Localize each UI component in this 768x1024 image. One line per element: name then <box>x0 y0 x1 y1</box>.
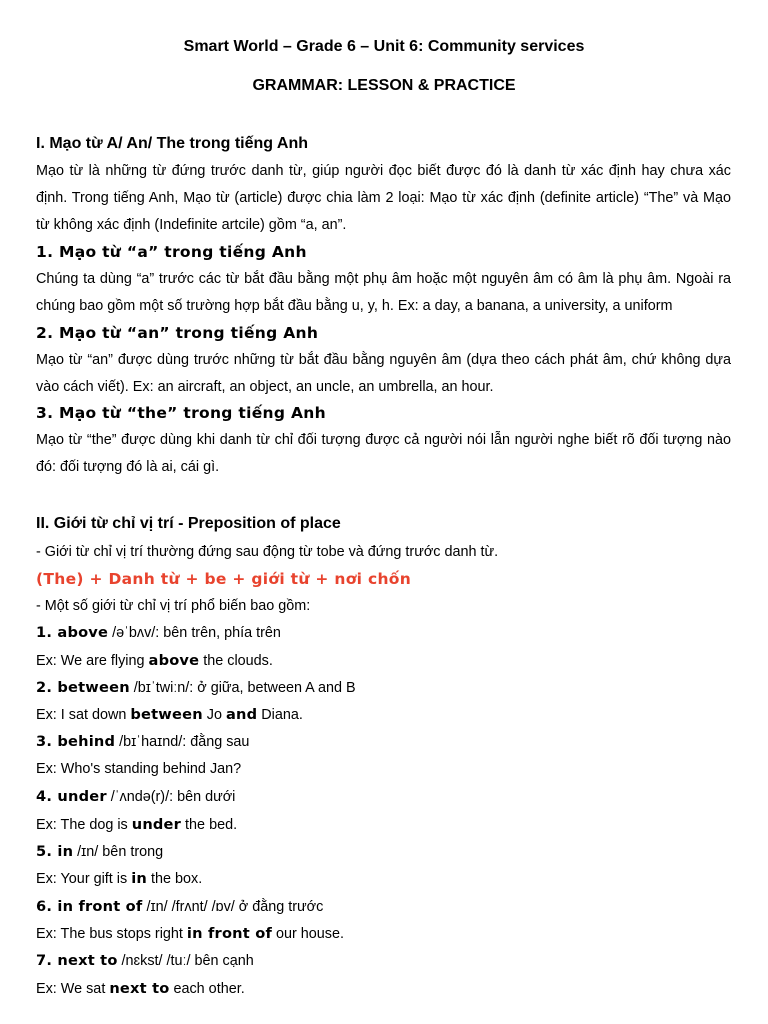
example-keyword: between <box>130 706 203 724</box>
item-number: 6. <box>36 897 58 915</box>
preposition-word: under <box>57 788 107 806</box>
pronunciation-meaning: /ɪn/ bên trong <box>73 843 164 860</box>
example-keyword: next to <box>109 979 170 997</box>
pronunciation-meaning: /əˈbʌv/: bên trên, phía trên <box>108 625 281 641</box>
example-text: Ex: We sat <box>36 980 110 997</box>
example-text: Ex: We are flying <box>36 652 149 669</box>
example-sentence <box>36 652 273 669</box>
preposition-word: next to <box>57 952 118 970</box>
example-keyword: and <box>225 706 258 724</box>
sub2-heading: 2. Mạo từ “an” trong tiếng Anh <box>36 324 319 342</box>
example-sentence <box>36 925 344 942</box>
example-text: Ex: The dog is <box>36 816 132 833</box>
preposition-word: in <box>57 842 74 860</box>
preposition-definition <box>36 788 235 805</box>
item-number: 7. <box>36 952 58 970</box>
sub2-text: Mạo từ “an” được dùng trước những từ bắt đầu bằng nguyên âm (dựa theo cách phát âm, chứ không dựa vào cách viết). Ex: an aircraft, an object, an uncle, an umbrella, an hour. <box>36 352 731 395</box>
pronunciation-meaning: /bɪˈhaɪnd/: đằng sau <box>115 734 250 751</box>
sub1-heading: 1. Mạo từ “a” trong tiếng Anh <box>36 243 307 261</box>
example-keyword: under <box>131 815 182 833</box>
example-keyword: in <box>131 870 147 888</box>
section1-heading: I. Mạo từ A/ An/ The trong tiếng Anh <box>36 135 308 152</box>
example-sentence <box>36 761 241 777</box>
preposition-definition <box>36 843 163 860</box>
example-sentence <box>36 816 237 833</box>
preposition-word: behind <box>57 733 116 751</box>
preposition-definition <box>36 679 356 696</box>
section1-intro: Mạo từ là những từ đứng trước danh từ, giúp người đọc biết được đó là danh từ xác định hay chưa xác định. Trong tiếng Anh, Mạo từ (article) được chia làm 2 loại: Mạo từ xác định (definite article) “The” và Mạo từ không xác định (Indefinite artcile) gồm “a, an”. <box>36 163 731 233</box>
example-sentence <box>36 980 245 997</box>
example-text: Jo <box>202 707 226 724</box>
example-text: the box. <box>147 871 203 888</box>
example-text: each other. <box>169 980 245 997</box>
example-text: Ex: Your gift is <box>36 871 132 888</box>
sub1-text: Chúng ta dùng “a” trước các từ bắt đầu bằng một phụ âm hoặc một nguyên âm có âm là phụ âm. Ngoài ra chúng bao gồm một số trường hợp bắt đầu bằng u, y, h. Ex: a day, a banana, a university, a uniform <box>36 271 731 314</box>
preposition-word: in front of <box>57 897 143 915</box>
list-intro: - Một số giới từ chỉ vị trí phổ biến bao gồm: <box>36 598 311 614</box>
sub3-heading: 3. Mạo từ “the” trong tiếng Anh <box>36 404 326 422</box>
section2-heading: II. Giới từ chỉ vị trí - Preposition of place <box>36 515 341 532</box>
pronunciation-meaning: /ɪn/ /frʌnt/ /ɒv/ ở đằng trước <box>142 898 324 915</box>
example-text: our house. <box>272 926 345 942</box>
preposition-definition <box>36 952 254 969</box>
grammar-formula: (The) + Danh từ + be + giới từ + nơi chốn <box>36 570 412 588</box>
pronunciation-meaning: /nɛkst/ /tuː/ bên cạnh <box>117 953 254 970</box>
preposition-definition <box>36 898 323 915</box>
example-text: the bed. <box>181 816 238 833</box>
document-subtitle: GRAMMAR: LESSON & PRACTICE <box>252 77 516 94</box>
item-number: 4. <box>36 788 58 806</box>
item-number: 1. <box>36 624 58 641</box>
example-keyword: in front of <box>186 925 272 942</box>
pronunciation-meaning: /bɪˈtwiːn/: ở giữa, between A and B <box>129 679 356 696</box>
preposition-word: above <box>57 624 109 641</box>
example-keyword: above <box>148 651 200 669</box>
preposition-word: between <box>57 678 130 696</box>
document-title: Smart World – Grade 6 – Unit 6: Community services <box>183 38 585 55</box>
pronunciation-meaning: /ˈʌndə(r)/: bên dưới <box>106 789 236 806</box>
example-text: Ex: Who's standing behind Jan? <box>36 760 242 777</box>
item-number: 3. <box>36 733 58 751</box>
example-text: Ex: I sat down <box>36 707 131 724</box>
example-sentence <box>36 870 202 887</box>
preposition-definition <box>36 624 281 641</box>
example-text: the clouds. <box>199 652 273 669</box>
example-sentence <box>36 706 303 723</box>
item-number: 2. <box>36 678 58 696</box>
item-number: 5. <box>36 842 58 860</box>
section2-intro: - Giới từ chỉ vị trí thường đứng sau động từ tobe và đứng trước danh từ. <box>36 544 499 560</box>
sub3-text: Mạo từ “the” được dùng khi danh từ chỉ đối tượng được cả người nói lẫn người nghe biết rõ đối tượng nào đó: đối tượng đó là ai, cái gì. <box>36 432 731 475</box>
example-text: Ex: The bus stops right <box>36 926 187 942</box>
example-text: Diana. <box>257 707 303 724</box>
preposition-definition <box>36 733 249 750</box>
